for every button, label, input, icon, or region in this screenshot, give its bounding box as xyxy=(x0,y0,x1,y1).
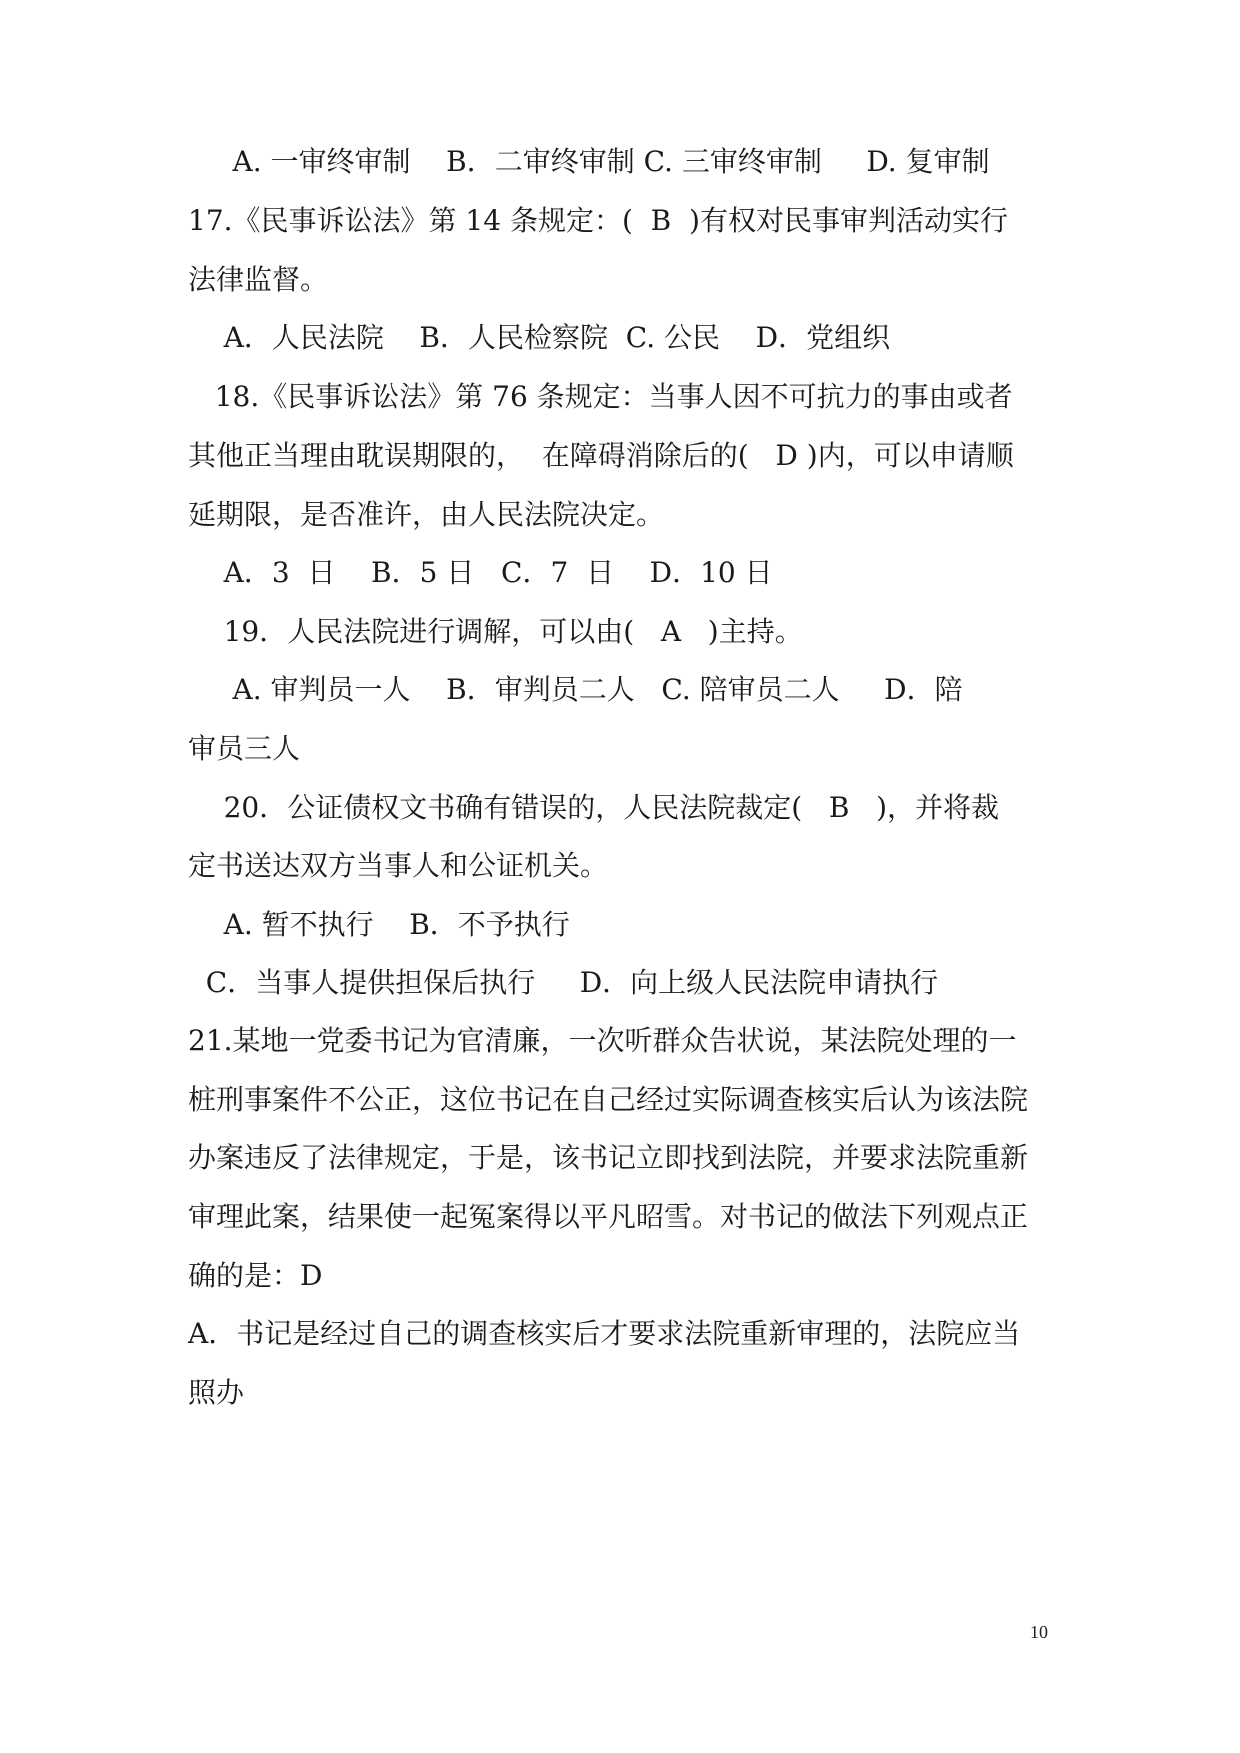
text-line: C．当事人提供担保后执行 D．向上级人民法院申请执行 xyxy=(188,966,939,999)
text-line: A. 暂不执行 B．不予执行 xyxy=(188,908,570,941)
text-line: A. 一审终审制 B．二审终审制 C. 三审终审制 D. 复审制 xyxy=(188,145,990,178)
text-line: A．3 日 B．5 日 C．7 日 D．10 日 xyxy=(188,556,773,589)
text-line: 其他正当理由耽误期限的， 在障碍消除后的( D )内，可以申请顺 xyxy=(188,439,1014,472)
text-line: 17.《民事诉讼法》第 14 条规定：( B )有权对民事审判活动实行 xyxy=(188,204,1008,237)
text-line: 法律监督。 xyxy=(188,263,329,296)
text-line: 审员三人 xyxy=(188,732,301,765)
text-line: 18.《民事诉讼法》第 76 条规定：当事人因不可抗力的事由或者 xyxy=(188,380,1013,413)
text-line: 桩刑事案件不公正，这位书记在自己经过实际调查核实后认为该法院 xyxy=(188,1083,1029,1116)
text-line: 延期限，是否准许，由人民法院决定。 xyxy=(188,498,665,531)
text-line: 19．人民法院进行调解，可以由( A )主持。 xyxy=(188,615,803,648)
text-line: 21.某地一党委书记为官清廉，一次听群众告状说，某法院处理的一 xyxy=(188,1024,1017,1057)
text-line: 审理此案，结果使一起冤案得以平凡昭雪。对书记的做法下列观点正 xyxy=(188,1200,1029,1233)
text-line: 定书送达双方当事人和公证机关。 xyxy=(188,849,609,882)
text-line: A. 审判员一人 B．审判员二人 C. 陪审员二人 D．陪 xyxy=(188,673,963,706)
text-line: 办案违反了法律规定，于是，该书记立即找到法院，并要求法院重新 xyxy=(188,1141,1029,1174)
page-number: 10 xyxy=(1030,1622,1048,1642)
text-line: A．书记是经过自己的调查核实后才要求法院重新审理的，法院应当 xyxy=(188,1317,1021,1350)
text-line: 确的是：D xyxy=(188,1259,323,1292)
text-line: 照办 xyxy=(188,1376,245,1409)
text-line: 20．公证债权文书确有错误的，人民法院裁定( B )，并将裁 xyxy=(188,791,1000,824)
text-line: A．人民法院 B．人民检察院 C. 公民 D．党组织 xyxy=(188,321,891,354)
